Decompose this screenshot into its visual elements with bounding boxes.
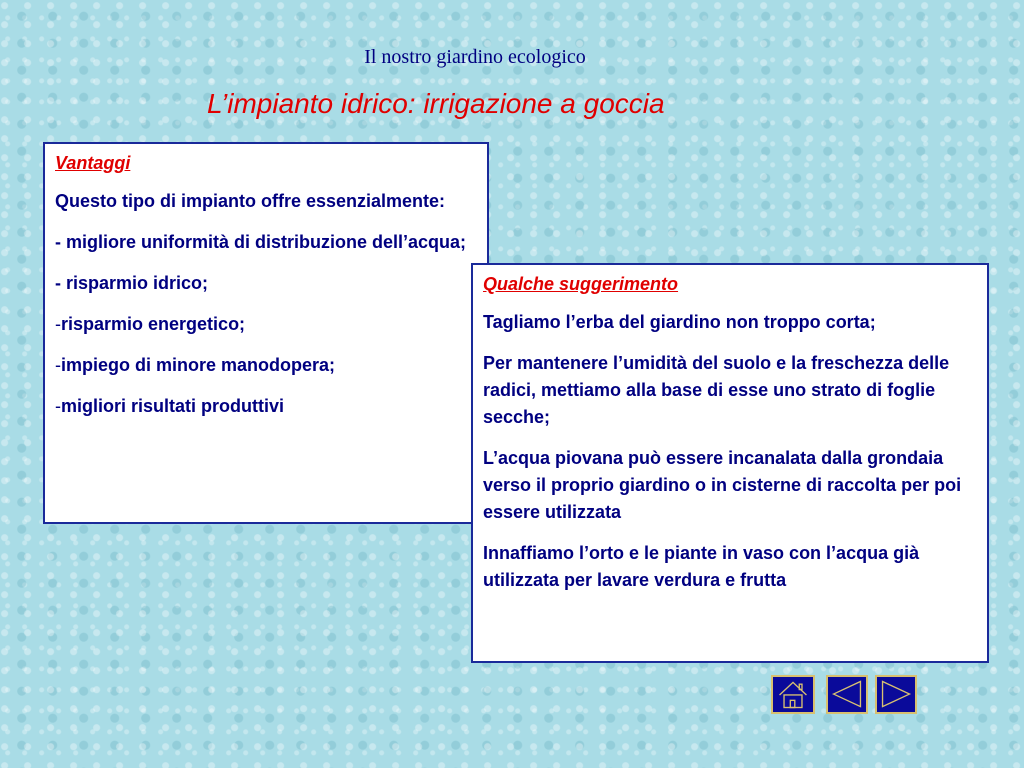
advantages-heading: Vantaggi	[55, 153, 131, 173]
advantage-item	[55, 352, 477, 379]
advantage-text: migliori risultati produttivi	[61, 396, 285, 416]
advantage-text: - migliore uniformità di distribuzione dell’acqua;	[55, 232, 467, 252]
home-button[interactable]	[771, 675, 815, 714]
slide-header-title: Il nostro giardino ecologico	[364, 46, 586, 68]
advantages-intro: Questo tipo di impianto offre essenzialmente:	[55, 191, 446, 211]
suggestion-item: Per mantenere l’umidità del suolo e la freschezza delle radici, mettiamo alla base di esse uno strato di foglie secche;	[483, 353, 950, 427]
dash: -	[55, 314, 61, 334]
dash: -	[55, 396, 61, 416]
suggestion-item: Innaffiamo l’orto e le piante in vaso con l’acqua già utilizzata per lavare verdura e frutta	[483, 543, 920, 590]
previous-icon	[828, 677, 866, 712]
advantage-item	[55, 270, 477, 297]
advantage-item	[55, 311, 477, 338]
advantages-box	[43, 142, 489, 524]
next-icon	[877, 677, 915, 712]
advantage-item	[55, 393, 477, 420]
advantage-text: - risparmio idrico;	[55, 273, 209, 293]
slide-title: L’impianto idrico: irrigazione a goccia	[207, 88, 665, 119]
suggestion-item: L’acqua piovana può essere incanalata dalla grondaia verso il proprio giardino o in cisterne di raccolta per poi essere utilizzata	[483, 448, 962, 522]
suggestions-heading: Qualche suggerimento	[483, 274, 679, 294]
previous-button[interactable]	[826, 675, 868, 714]
advantage-text: impiego di minore manodopera;	[61, 355, 336, 375]
suggestion-item: Tagliamo l’erba del giardino non troppo corta;	[483, 312, 876, 332]
home-icon	[773, 677, 813, 712]
suggestions-box	[471, 263, 989, 663]
advantage-item	[55, 229, 477, 256]
next-button[interactable]	[875, 675, 917, 714]
advantage-text: risparmio energetico;	[61, 314, 246, 334]
dash: -	[55, 355, 61, 375]
